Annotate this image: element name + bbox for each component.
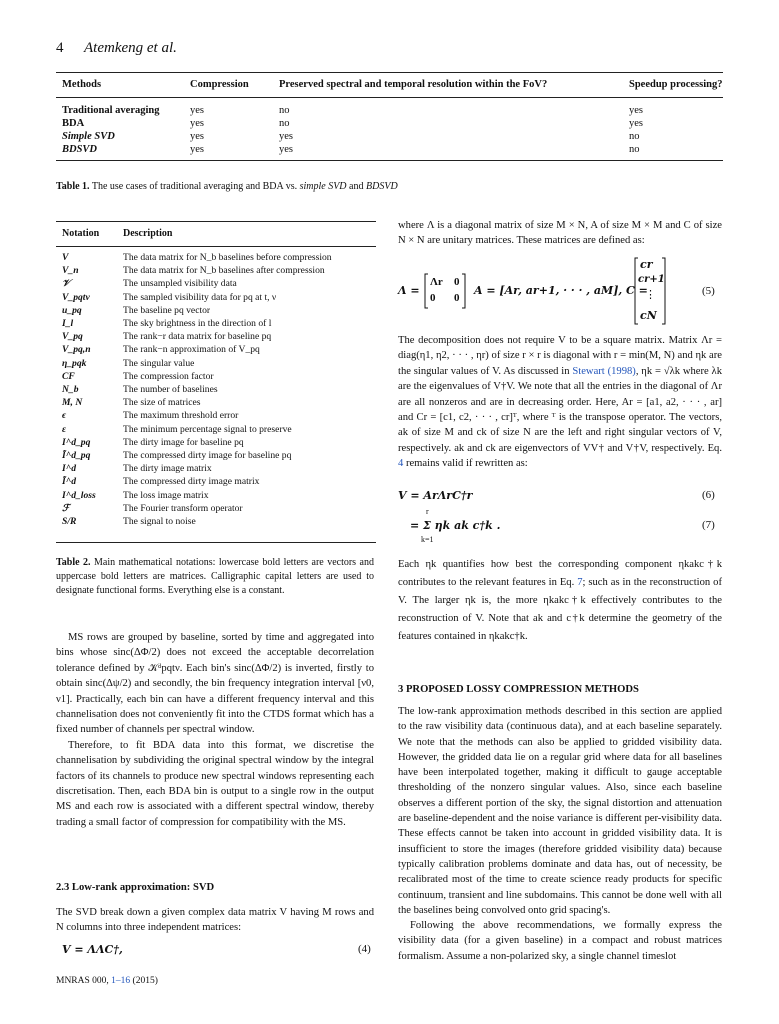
notation-description: The dirty image for baseline pq [123, 436, 244, 448]
table-row [62, 358, 382, 371]
table1-caption-and: and [349, 181, 364, 192]
notation-symbol: I^d_loss [62, 489, 96, 501]
table-row: BDA [62, 118, 85, 129]
notation-description: The compressed dirty image matrix [123, 476, 260, 488]
right-body-p1 [398, 218, 722, 249]
notation-description: The sky brightness in the direction of l [123, 318, 272, 329]
eq5-mat-12: 0 [454, 276, 460, 288]
p3-text-b: ; such as in the reconstruction of V. The larger ηk is, the more ηkakc†k effectively contributes to the reconstruction of V. Note that ak and c†k determine the geometry of the features contained in ηkakc†k. [398, 577, 722, 642]
notation-symbol: I^d [62, 463, 76, 475]
footer-pages-link[interactable]: 1–16 [111, 976, 131, 986]
right-body-p2 [398, 333, 722, 472]
notation-description: The rank−n approximation of V_pq [123, 344, 260, 356]
notation-description: The data matrix for N_b baselines before compression [123, 252, 332, 263]
eq7-sum-upper: r [426, 507, 429, 516]
eq5-A: A = [Ar, ar+1, · · · , aM], C = [474, 284, 648, 297]
eq5-C-row2: cr+1 [638, 274, 665, 285]
equation-ref-link[interactable]: 7 [577, 577, 583, 588]
table-cell: no [629, 144, 640, 155]
footer-journal: MNRAS 000, [56, 976, 109, 986]
right-body-p4 [398, 704, 722, 964]
table-row: BDSVD [62, 144, 98, 155]
left-body [56, 630, 374, 830]
notation-symbol: I^d_pq [62, 436, 91, 448]
notation-description: The maximum threshold error [123, 410, 239, 422]
eq5-C-row3: ⋮ [645, 289, 656, 301]
paragraph: where Λ is a diagonal matrix of size M × N, A of size M × M and C of size N × N are unitary matrices. These matrices are defined as: [398, 220, 722, 247]
notation-symbol: η_pqk [62, 357, 87, 369]
table1-caption-text: The use cases of traditional averaging and BDA vs. [91, 181, 298, 192]
equation-6-number: (6) [702, 489, 715, 501]
equation-7-number: (7) [702, 519, 715, 531]
table-row [62, 344, 382, 357]
notation-description: The baseline pq vector [123, 304, 211, 316]
table-row [62, 463, 382, 476]
eq7-sum-lower: k=1 [421, 535, 434, 544]
paragraph: MS rows are grouped by baseline, sorted by time and aggregated into bins whose sinc(ΔΦ/2) does not exceed the acceptable decorrelation tolerance defined by 𝒦ᵈpqtν. Each bin's sinc(ΔΦ/2) is inverted, firstly to obtain sinc(Δψ/2) and secondly, the bin frequency integration interval [ν0, ν1]. Practically, each bin can have a different frequency interval and this channelisation does not conveniently fit into the CTDS format which has a fixed number of channels per spectral window. [56, 632, 374, 736]
table-cell: yes [190, 118, 204, 129]
table1-col-speedup: Speedup processing? [629, 79, 723, 90]
notation-symbol: ε [62, 423, 66, 435]
table-row [62, 252, 382, 265]
table-cell: no [279, 105, 290, 116]
equation-4-number: (4) [358, 943, 371, 955]
table-cell: yes [190, 105, 204, 116]
notation-description: The minimum percentage signal to preserve [123, 423, 292, 435]
table2-col-description: Description [123, 228, 173, 239]
table-row [62, 410, 382, 423]
equation-4: V = ΛΛC†, [62, 943, 123, 956]
table1-col-compression: Compression [190, 79, 249, 90]
table-row [62, 424, 382, 437]
table-row [62, 292, 382, 305]
table-row [62, 384, 382, 397]
notation-symbol: I_l [62, 318, 74, 329]
paragraph: Therefore, to fit BDA data into this format, we discretise the channelisation by subdividing the original spectral window by the integral factors of its channels to produce new spectral windows representing each discretisation. Then, each BDA bin is output to a single row in the output MS and each row is associated with a different spectral window, thereby trading a small factor of compression for compatibility with the MS. [56, 739, 374, 828]
table-row [62, 265, 382, 278]
table-row [62, 450, 382, 463]
paragraph: The SVD break down a given complex data matrix V having M rows and N columns into three independent matrices: [56, 907, 374, 934]
table-cell: no [629, 131, 640, 142]
notation-description: The loss image matrix [123, 489, 209, 501]
eq5-C-row1: cr [640, 258, 653, 271]
page-number: 4 [56, 40, 64, 56]
table-row [62, 490, 382, 503]
table-row [62, 476, 382, 489]
notation-description: The unsampled visibility data [123, 278, 237, 290]
table-row [62, 371, 382, 384]
table2-caption-label: Table 2. [56, 557, 91, 568]
notation-description: The signal to noise [123, 516, 196, 527]
table-cell: yes [279, 131, 293, 142]
notation-symbol: V [62, 252, 69, 263]
notation-symbol: 𝒱 [62, 278, 70, 290]
running-authors: Atemkeng et al. [84, 40, 177, 56]
notation-description: The Fourier transform operator [123, 502, 243, 514]
table2-caption [56, 556, 374, 598]
table1-col-methods: Methods [62, 79, 102, 90]
table-cell: yes [629, 105, 643, 116]
eq5-lambda: Λ = [398, 284, 420, 297]
table-cell: yes [629, 118, 643, 129]
notation-symbol: V_n [62, 265, 79, 277]
p2-text-a: The decomposition does not require V to be a square matrix. Matrix Λr = diag(η1, η2, · · · , ηr) of size r × r is diagonal with r = min(M, N) and ηk are the singular values of V. As discussed in [398, 335, 722, 377]
equation-5-number: (5) [702, 285, 715, 297]
table-row [62, 516, 382, 529]
notation-description: The singular value [123, 357, 195, 369]
equation-7: = Σ ηk ak c†k . [410, 519, 501, 532]
table1-caption-em2: BDSVD [366, 181, 398, 192]
p2-text-b: , ηk = √λk where λk are the eigenvalues of V†V. We note that all the entries in the diagonal of Λr are all nonzeros and are in decreasing order. Here, Ar = [a1, a2, · · · , ar] and Cr = [c1, c2, · · · , cr]ᵀ, where ᵀ is the transpose operator. The vectors, ak of size M and ck of size N are the left and right singular vectors of V, respectively. ak and ck are eigenvectors of VV† and V†V, respectively. Eq. [398, 365, 722, 454]
notation-symbol: V_pqtν [62, 291, 90, 303]
notation-symbol: Ĩ^d [62, 476, 76, 488]
p2-text-c: remains valid if rewritten as: [405, 458, 528, 470]
table-row [62, 331, 382, 344]
table2-caption-text: Main mathematical notations: lowercase bold letters are vectors and uppercase bold letters are matrices. Calligraphic capital letters are used to designate functional forms. Everything else is a constant. [56, 557, 374, 596]
table1-caption-label: Table 1. [56, 181, 90, 192]
notation-description: The size of matrices [123, 397, 201, 409]
notation-description: The rank−r data matrix for baseline pq [123, 331, 272, 343]
notation-symbol: ℱ [62, 502, 70, 514]
notation-description: The data matrix for N_b baselines after compression [123, 265, 325, 277]
p3-text-a: Each ηk quantifies how best the corresponding component ηkakc†k contributes to the relevant features in Eq. [398, 559, 722, 588]
eq5-C-row4: cN [640, 309, 657, 322]
table-row: Traditional averaging [62, 105, 160, 116]
eq5-mat-21: 0 [430, 292, 436, 304]
eq5-mat-11: Λr [430, 276, 443, 288]
table-row [62, 318, 382, 331]
paragraph: Following the above recommendations, we formally express the visibility data (for a given baseline) in a compact and robust matrices formalism. Assume a non-polarized sky, a single channel timeslot [398, 920, 722, 962]
table1-col-preserved: Preserved spectral and temporal resolution within the FoV? [279, 79, 548, 90]
table-row [62, 437, 382, 450]
paragraph: The low-rank approximation methods described in this section are applied to the raw visibility data (continuous data), and at each baseline separately. We note that the methods can also be applied to gridded visibility data. However, the gridded data lie on a regular grid where data for all baselines have been interpolated together, making it difficult to gauge acceptable thresholding of the nonzero singular values. Also, since each baseline observes a different portion of the sky, the signal distortion and attenuation are baseline-dependent and the noise variance is different per-visibility data. These effects cannot be taken into account in gridded visibility data. It is insufficient to store the images (therefore gridded visibility data) because typically calibration problems dominate and data has, out of necessity, be recalibrated most of the time to create science ready products for specific continuum, transient and line subdomains. This cannot be done well with all the baselines being convolved onto grid spacing's. [398, 706, 722, 916]
table-row [62, 305, 382, 318]
eq5-mat-22: 0 [454, 292, 460, 304]
paragraph [398, 333, 722, 472]
section-heading-2-3: 2.3 Low-rank approximation: SVD [56, 882, 215, 893]
notation-symbol: N_b [62, 384, 79, 395]
right-body-p3 [398, 556, 722, 646]
table-cell: yes [190, 144, 204, 155]
notation-symbol: Ĩ^d_pq [62, 450, 91, 461]
section-heading-3: 3 PROPOSED LOSSY COMPRESSION METHODS [398, 684, 639, 695]
table-cell: yes [190, 131, 204, 142]
footer-year: (2015) [132, 976, 158, 986]
notation-description: The dirty image matrix [123, 463, 212, 475]
notation-symbol: u_pq [62, 304, 82, 316]
table1-caption [56, 180, 723, 194]
notation-symbol: M, N [62, 397, 83, 409]
citation-link[interactable]: Stewart (1998) [572, 365, 636, 377]
notation-symbol: ϵ [62, 410, 67, 422]
table1-caption-em1: simple SVD [299, 181, 347, 192]
notation-symbol: V_pq,n [62, 344, 91, 356]
table-cell: yes [279, 144, 293, 155]
table-row: Simple SVD [62, 131, 115, 142]
table-row [62, 397, 382, 410]
table-row [62, 503, 382, 516]
equation-ref-link[interactable]: 4 [398, 458, 404, 470]
page-footer [56, 976, 158, 986]
table-row [62, 278, 382, 291]
notation-symbol: V_pq [62, 331, 83, 343]
table-cell: no [279, 118, 290, 129]
notation-symbol: S/R [62, 516, 77, 527]
paragraph [398, 556, 722, 646]
notation-symbol: CF [62, 370, 75, 382]
table2-col-notation: Notation [62, 228, 100, 239]
notation-description: The compression factor [123, 370, 214, 382]
notation-description: The compressed dirty image for baseline pq [123, 450, 292, 461]
notation-description: The sampled visibility data for pq at t, ν [123, 291, 277, 303]
equation-6: V = ArΛrC†r [398, 489, 473, 502]
left-body-p3 [56, 905, 374, 936]
notation-description: The number of baselines [123, 384, 218, 395]
